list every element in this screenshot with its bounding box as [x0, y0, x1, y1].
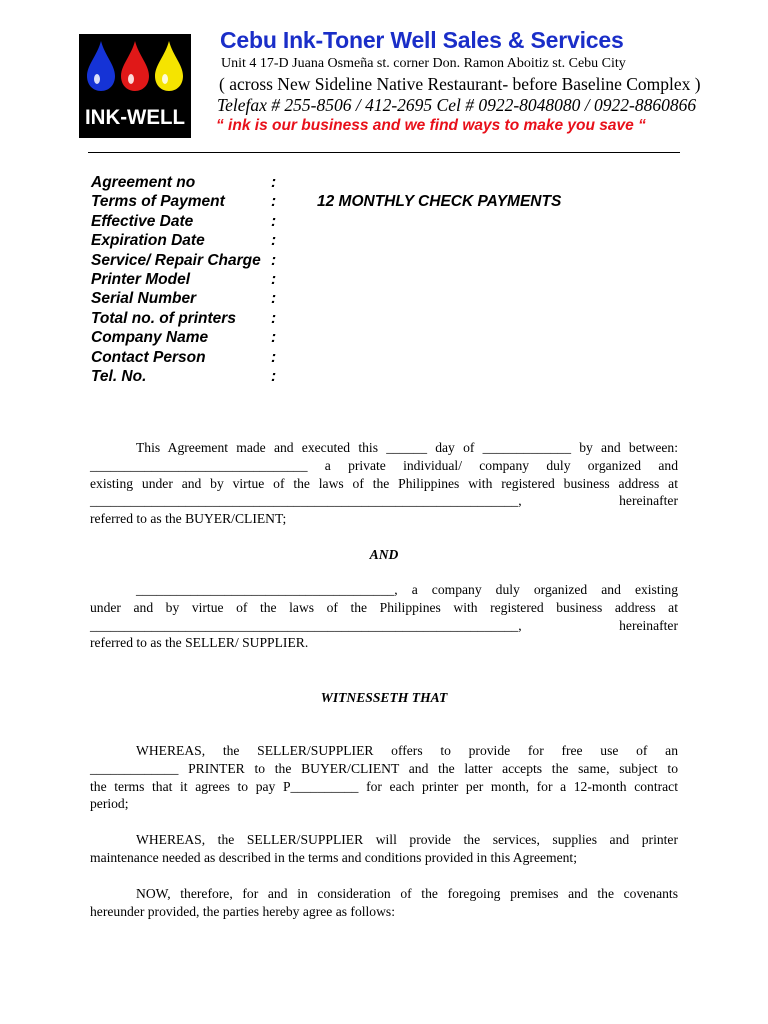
field-colon: :	[271, 193, 277, 211]
field-colon: :	[271, 232, 277, 250]
paragraph-line: ______________________________________, a company duly organized and existing	[136, 582, 678, 597]
paragraph-line: _____________ PRINTER to the BUYER/CLIENT and the latter accepts the same, subject to	[90, 760, 678, 776]
paragraph-line: under and by virtue of the laws of the Philippines with registered business address at	[90, 599, 678, 615]
paragraph-line: _______________________________________________________________, hereinafter	[90, 493, 678, 509]
now-therefore-paragraph	[90, 885, 678, 921]
whereas-paragraph-1	[90, 742, 678, 813]
location-note: ( across New Sideline Native Restaurant- before Baseline Complex )	[219, 74, 701, 94]
field-label: Effective Date	[91, 212, 194, 230]
paragraph-line: referred to as the SELLER/ SUPPLIER.	[90, 635, 309, 651]
paragraph-line: WHEREAS, the SELLER/SUPPLIER will provide the services, supplies and printer	[136, 832, 678, 847]
field-colon: :	[271, 251, 277, 269]
field-label: Serial Number	[91, 290, 197, 308]
field-label: Tel. No.	[91, 367, 147, 385]
paragraph-line: period;	[90, 796, 129, 812]
paragraph-line: ________________________________ a private individual/ company duly organized and	[90, 457, 678, 473]
header-divider	[88, 152, 680, 153]
field-colon: :	[271, 290, 277, 308]
field-colon: :	[271, 367, 277, 385]
field-label: Total no. of printers	[91, 309, 236, 327]
whereas-paragraph-2	[90, 831, 678, 867]
field-label: Contact Person	[91, 348, 206, 366]
inkwell-logo	[79, 34, 191, 138]
field-colon: :	[271, 329, 277, 347]
field-label: Agreement no	[91, 174, 196, 191]
seller-paragraph	[90, 581, 678, 652]
field-value: 12 MONTHLY CHECK PAYMENTS	[317, 193, 562, 211]
company-name: Cebu Ink-Toner Well Sales & Services	[220, 27, 624, 53]
paragraph-line: the terms that it agrees to pay P__________ for each printer per month, for a 12-month contract	[90, 778, 678, 794]
field-label: Company Name	[91, 329, 209, 347]
field-label: Terms of Payment	[91, 193, 225, 211]
field-label: Printer Model	[91, 270, 191, 288]
paragraph-line: WHEREAS, the SELLER/SUPPLIER offers to provide for free use of an	[136, 743, 678, 758]
paragraph-line: hereunder provided, the parties hereby agree as follows:	[90, 903, 395, 919]
blue-ink-drop-icon	[87, 41, 115, 91]
buyer-paragraph	[90, 439, 678, 528]
paragraph-line: existing under and by virtue of the laws of the Philippines with registered business address at	[90, 475, 678, 491]
field-label: Expiration Date	[91, 232, 205, 250]
field-colon: :	[271, 212, 277, 230]
slogan: “ ink is our business and we find ways to make you save “	[216, 117, 646, 134]
field-colon: :	[271, 174, 277, 191]
paragraph-line: This Agreement made and executed this ______ day of _____________ by and between:	[136, 440, 678, 455]
paragraph-line: maintenance needed as described in the terms and conditions provided in this Agreement;	[90, 849, 577, 865]
company-address: Unit 4 17-D Juana Osmeña st. corner Don. Ramon Aboitiz st. Cebu City	[221, 56, 626, 71]
and-heading: AND	[369, 547, 399, 562]
field-label: Service/ Repair Charge	[91, 251, 261, 269]
paragraph-line: NOW, therefore, for and in consideration of the foregoing premises and the covenants	[136, 886, 678, 901]
red-ink-drop-icon	[121, 41, 149, 91]
yellow-ink-drop-icon	[155, 41, 183, 91]
witnesseth-heading: WITNESSETH THAT	[320, 690, 448, 705]
contact-numbers: Telefax # 255-8506 / 412-2695 Cel # 0922-8048080 / 0922-8860866	[217, 95, 697, 115]
logo-text: INK-WELL	[85, 106, 186, 129]
field-colon: :	[271, 309, 277, 327]
field-colon: :	[271, 270, 277, 288]
paragraph-line: referred to as the BUYER/CLIENT;	[90, 511, 287, 527]
field-colon: :	[271, 348, 277, 366]
paragraph-line: _______________________________________________________________, hereinafter	[90, 617, 678, 633]
